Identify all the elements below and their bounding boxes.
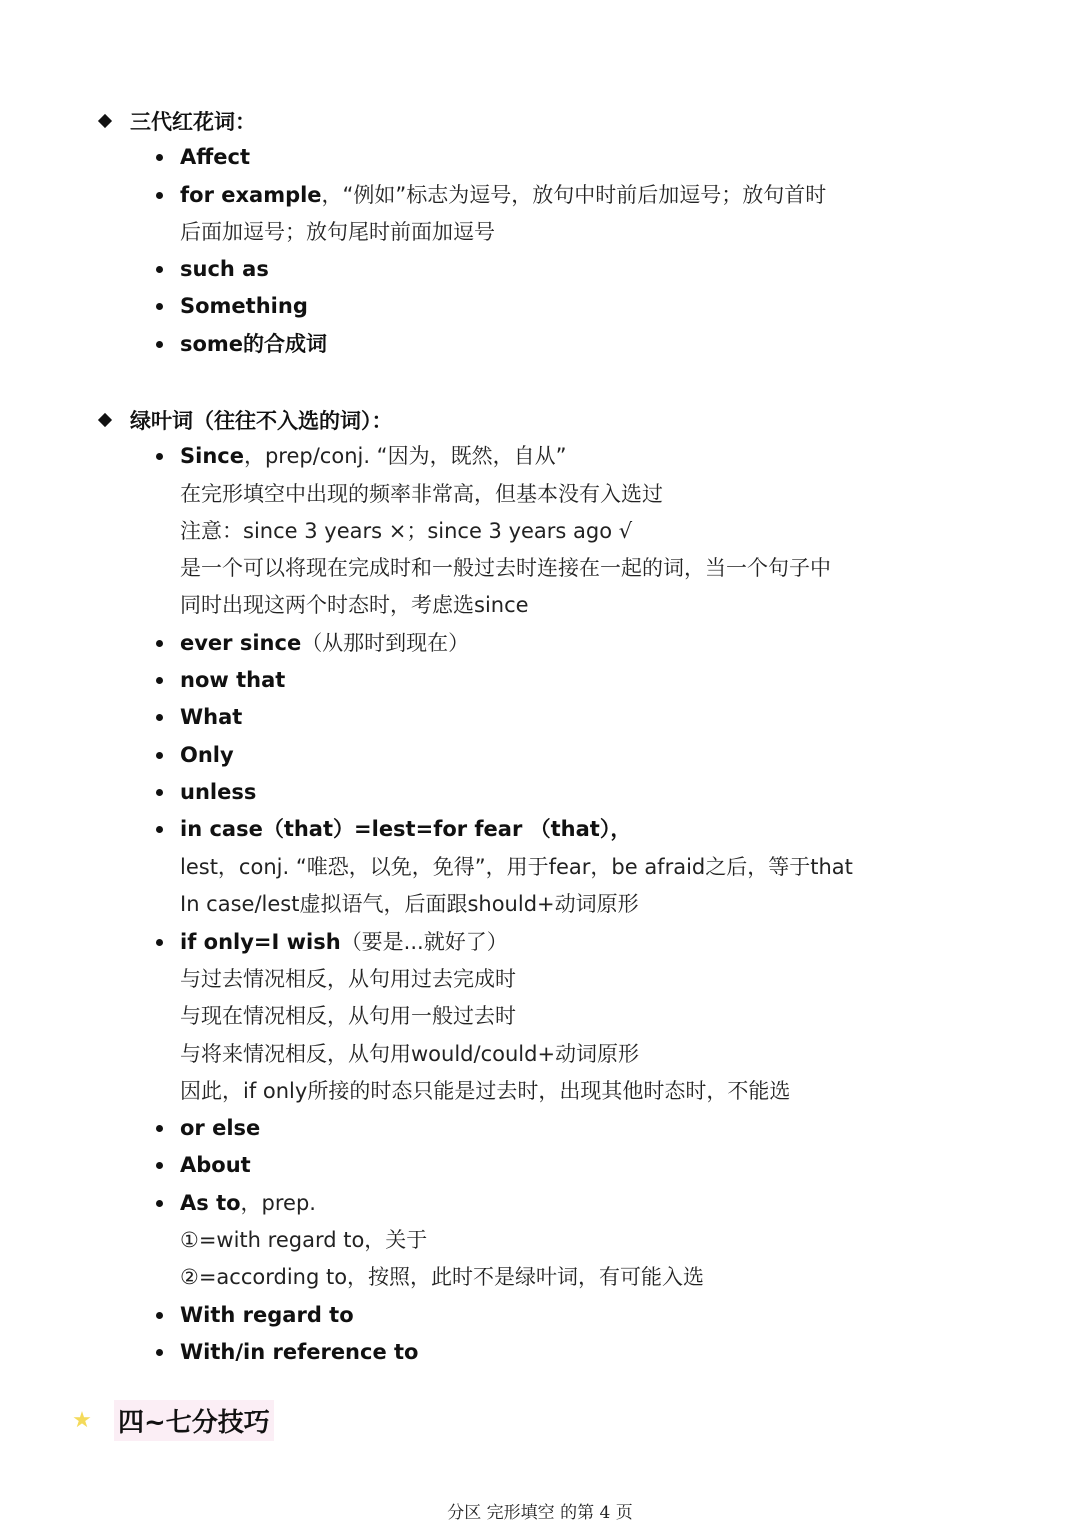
term: Something <box>180 294 308 318</box>
description: In case/lest虚拟语气，后面跟should+动词原形 <box>180 892 639 916</box>
section-heading-text: 绿叶词（往往不入选的词）： <box>130 409 393 433</box>
description: 注意：since 3 years ×；since 3 years ago √ <box>180 519 633 543</box>
description: 在完形填空中出现的频率非常高，但基本没有入选过 <box>180 482 663 506</box>
term: such as <box>180 257 269 281</box>
section-heading-text: 三代红花词： <box>130 110 256 134</box>
list-item <box>180 326 327 363</box>
star-icon: ★ <box>72 1407 92 1433</box>
term: With regard to <box>180 1303 354 1327</box>
description: 同时出现这两个时态时，考虑选since <box>180 593 529 617</box>
list-item <box>180 924 508 961</box>
page-footer: 分区 完形填空 的第 4 页 <box>447 1503 633 1523</box>
term: About <box>180 1153 251 1177</box>
list-item-continuation <box>180 214 495 251</box>
list-item-continuation <box>180 849 853 886</box>
diamond-bullet-icon <box>98 413 112 427</box>
bullet-dot-icon <box>156 266 163 273</box>
bullet-dot-icon <box>156 789 163 796</box>
list-item <box>180 662 285 699</box>
list-item-continuation <box>180 476 663 513</box>
description: （从那时到现在） <box>301 631 470 655</box>
description: ，prep. <box>240 1191 316 1215</box>
list-item <box>180 1147 251 1184</box>
section-heading-green-leaf <box>100 405 393 435</box>
list-item-continuation <box>180 587 529 624</box>
description: 与现在情况相反，从句用一般过去时 <box>180 1004 516 1028</box>
bullet-dot-icon <box>156 714 163 721</box>
description: 与将来情况相反，从句用would/could+动词原形 <box>180 1042 640 1066</box>
list-item <box>180 177 826 214</box>
bullet-dot-icon <box>156 677 163 684</box>
term: in case（that）=lest=for fear （that）， <box>180 817 632 841</box>
list-item <box>180 811 631 848</box>
term: Affect <box>180 145 250 169</box>
list-item <box>180 251 269 288</box>
section-title-text: 四~七分技巧 <box>114 1400 274 1441</box>
list-item-continuation <box>180 961 516 998</box>
bullet-dot-icon <box>156 1349 163 1356</box>
bullet-dot-icon <box>156 1200 163 1207</box>
section-heading-red-flower <box>100 106 256 136</box>
list-item <box>180 774 256 811</box>
term: unless <box>180 780 257 804</box>
list-item <box>180 139 250 176</box>
bullet-dot-icon <box>156 154 163 161</box>
list-item-continuation <box>180 998 516 1035</box>
description: 是一个可以将现在完成时和一般过去时连接在一起的词，当一个句子中 <box>180 556 831 580</box>
bullet-dot-icon <box>156 1312 163 1319</box>
list-item <box>180 1297 354 1334</box>
list-item <box>180 1334 418 1371</box>
description: 因此，if only所接的时态只能是过去时，出现其他时态时，不能选 <box>180 1079 791 1103</box>
description: （要是...就好了） <box>340 930 508 954</box>
bullet-dot-icon <box>156 640 163 647</box>
term: What <box>180 705 243 729</box>
description: ①=with regard to，关于 <box>180 1228 428 1252</box>
description: 后面加逗号；放句尾时前面加逗号 <box>180 220 495 244</box>
term: for example <box>180 183 322 207</box>
list-item-continuation <box>180 550 831 587</box>
list-item-continuation <box>180 886 639 923</box>
list-item <box>180 737 234 774</box>
term: With/in reference to <box>180 1340 419 1364</box>
bullet-dot-icon <box>156 192 163 199</box>
list-item-continuation <box>180 1222 427 1259</box>
description: lest，conj. “唯恐，以免，免得”，用于fear，be afraid之后，等于that <box>180 855 853 879</box>
bullet-dot-icon <box>156 341 163 348</box>
bullet-dot-icon <box>156 1125 163 1132</box>
list-item <box>180 288 308 325</box>
description: ，prep/conj. “因为，既然，自从” <box>243 444 567 468</box>
bullet-dot-icon <box>156 453 163 460</box>
term: some的合成词 <box>180 332 328 356</box>
bullet-dot-icon <box>156 1162 163 1169</box>
term: or else <box>180 1116 261 1140</box>
term: As to <box>180 1191 241 1215</box>
list-item-continuation <box>180 1036 639 1073</box>
list-item <box>180 438 566 475</box>
term: if only=I wish <box>180 930 341 954</box>
description: ②=according to，按照，此时不是绿叶词，有可能入选 <box>180 1265 705 1289</box>
list-item <box>180 1185 316 1222</box>
list-item-continuation <box>180 1259 704 1296</box>
list-item <box>180 699 242 736</box>
list-item <box>180 625 469 662</box>
bullet-dot-icon <box>156 826 163 833</box>
list-item-continuation <box>180 513 632 550</box>
bullet-dot-icon <box>156 752 163 759</box>
diamond-bullet-icon <box>98 114 112 128</box>
term: ever since <box>180 631 302 655</box>
description: 与过去情况相反，从句用过去完成时 <box>180 967 516 991</box>
bullet-dot-icon <box>156 303 163 310</box>
term: Since <box>180 444 244 468</box>
list-item <box>180 1110 260 1147</box>
term: now that <box>180 668 286 692</box>
list-item-continuation <box>180 1073 790 1110</box>
section-title <box>72 1400 274 1440</box>
bullet-dot-icon <box>156 939 163 946</box>
description: ，“例如”标志为逗号，放句中时前后加逗号；放句首时 <box>321 183 827 207</box>
term: Only <box>180 743 234 767</box>
